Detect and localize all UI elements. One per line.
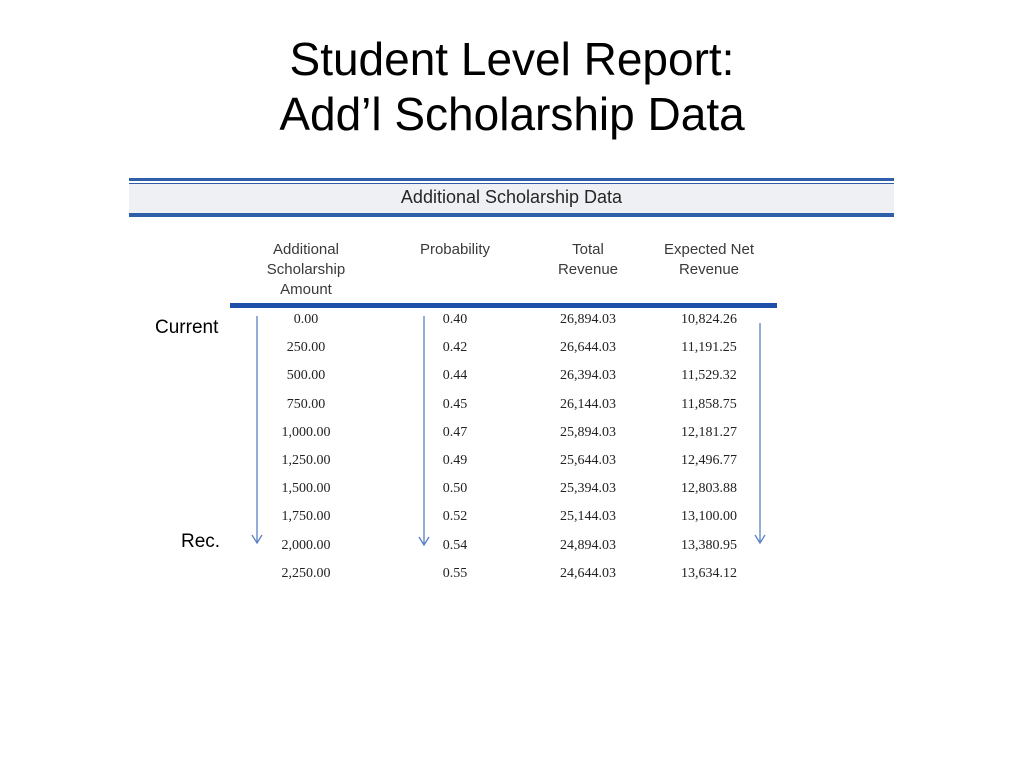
table-cell: 0.45	[442, 396, 468, 412]
table-cell: 26,144.03	[560, 396, 616, 412]
table-cell: 11,529.32	[681, 368, 737, 384]
table-cell: 0.42	[442, 340, 468, 356]
table-cell: 0.40	[442, 312, 468, 327]
column-header-line: Amount	[280, 281, 332, 298]
table-cell: 13,634.12	[681, 565, 737, 581]
column-header-line: Probability	[419, 241, 491, 258]
table-cell: 0.55	[442, 565, 468, 581]
table-cell: 12,496.77	[681, 453, 737, 468]
table-cell: 1,500.00	[281, 481, 331, 497]
current-label: Current	[155, 317, 219, 338]
slide-title-line-2: Add’l Scholarship Data	[279, 88, 745, 140]
table-cell: 0.00	[293, 312, 319, 327]
column-header-line: Total	[572, 241, 604, 258]
table-cell: 2,000.00	[281, 537, 331, 553]
table-cell: 12,181.27	[681, 424, 737, 440]
table-cell: 26,644.03	[560, 340, 616, 356]
table-banner: Additional Scholarship Data	[129, 184, 894, 213]
table-cell: 1,000.00	[281, 424, 331, 440]
table-cell: 25,644.03	[560, 453, 616, 468]
table-cell: 26,894.03	[560, 312, 616, 327]
table-cell: 24,894.03	[560, 537, 616, 553]
table-cell: 25,144.03	[560, 509, 616, 525]
table-cell: 11,191.25	[681, 340, 737, 356]
table-cell: 13,380.95	[681, 537, 737, 553]
table-cell: 25,894.03	[560, 424, 616, 440]
column-header-line: Scholarship	[266, 261, 346, 278]
column-header-line: Revenue	[678, 261, 740, 278]
table-cell: 0.52	[442, 509, 468, 525]
table-cell: 0.50	[442, 481, 468, 497]
column-header-line: Revenue	[557, 261, 619, 278]
column-header-line: Expected Net	[663, 241, 755, 258]
table-cell: 10,824.26	[681, 312, 737, 327]
table-cell: 12,803.88	[681, 481, 737, 497]
table-cell: 1,250.00	[281, 453, 331, 468]
table-cell: 0.49	[442, 453, 468, 468]
slide-title-line-1: Student Level Report:	[289, 33, 735, 85]
table-cell: 750.00	[286, 396, 326, 412]
column-header-line: Additional	[273, 241, 339, 258]
table-cell: 500.00	[286, 368, 326, 384]
table-cell: 0.44	[442, 368, 468, 384]
table-cell: 0.47	[442, 424, 468, 440]
probability-arrow	[419, 316, 429, 545]
net-revenue-arrow	[755, 323, 765, 543]
rec-label: Rec.	[181, 531, 221, 552]
table-cell: 2,250.00	[281, 565, 331, 581]
table-cell: 24,644.03	[560, 565, 616, 581]
table-cell: 25,394.03	[560, 481, 616, 497]
amount-arrow	[252, 316, 262, 543]
table-cell: 1,750.00	[281, 509, 331, 525]
table-cell: 0.54	[442, 537, 468, 553]
table-cell: 250.00	[286, 340, 326, 356]
table-cell: 26,394.03	[560, 368, 616, 384]
table-cell: 11,858.75	[681, 396, 737, 412]
table-cell: 13,100.00	[681, 509, 737, 525]
